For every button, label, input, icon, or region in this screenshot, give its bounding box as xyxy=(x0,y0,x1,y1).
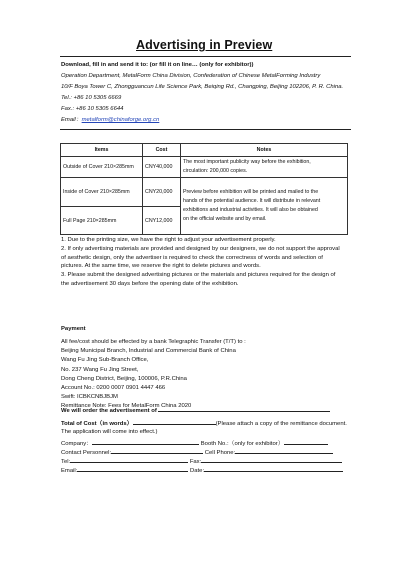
effect-note: The application will come into effect.) xyxy=(61,429,158,435)
fax-line: Fax.: +86 10 5305 6644 xyxy=(61,106,124,112)
term-line: of aesthetic design, only the advertiser is required to check the correctness of words and selection of xyxy=(61,254,323,261)
note-line: The most important publicity way before the exhibition, xyxy=(183,159,311,165)
note-line: circulation: 200,000 copies. xyxy=(183,168,248,174)
term-line: 3. Please submit the designed advertising pictures or the materials and pictures required for the design of xyxy=(61,272,336,279)
term-line: 1. Due to the printing size, we have the right to adjust your advertisement properly. xyxy=(61,237,276,243)
note-line: hands of the potential audience. It will distribute in relevant xyxy=(183,198,321,204)
item-cell: Outside of Cover 210×285mm xyxy=(61,157,143,178)
payment-line: No. 237 Wang Fu Jing Street, xyxy=(61,366,139,373)
organization-line: Operation Department, MetalForm China Division, Confederation of Chinese MetalForming Industry xyxy=(61,73,321,79)
header-items: Items xyxy=(61,144,143,157)
item-cell: Inside of Cover 210×285mm xyxy=(61,178,143,207)
table-row xyxy=(61,178,348,207)
email-label: Email： xyxy=(61,117,82,123)
booth-label: Booth No.:（only for exhibitor） xyxy=(200,441,284,447)
title-divider xyxy=(60,56,351,57)
page-title: Advertising in Preview xyxy=(136,38,273,52)
fax-label: Fax: xyxy=(189,459,202,465)
header-notes: Notes xyxy=(181,144,348,157)
company-label: Company： xyxy=(61,441,93,447)
email-date-row xyxy=(61,465,343,475)
company-field[interactable] xyxy=(92,438,199,445)
cellphone-field[interactable] xyxy=(235,447,333,454)
cost-cell: CNY40,000 xyxy=(143,157,181,178)
notes-cell xyxy=(181,178,348,235)
terms-list xyxy=(61,236,351,289)
header-cost: Cost xyxy=(143,144,181,157)
email-link[interactable]: metalform@chinaforge.org.cn xyxy=(81,117,160,123)
date-label: Date: xyxy=(190,468,205,474)
note-line: on the official website and by email. xyxy=(183,216,267,222)
total-cost-field[interactable] xyxy=(133,418,216,425)
item-cell: Full Page 210×285mm xyxy=(61,207,143,235)
payment-details xyxy=(61,338,301,412)
booth-field[interactable] xyxy=(284,438,328,445)
form-email-field[interactable] xyxy=(77,465,188,472)
contact-label: Contact Personnel: xyxy=(61,450,112,456)
table-header-row xyxy=(61,144,348,157)
total-cost-label: Total of Cost（in words） xyxy=(61,421,133,427)
note-line: Preview before exhibition will be printed and mailed to the xyxy=(183,189,319,195)
payment-heading: Payment xyxy=(61,326,86,332)
order-field[interactable] xyxy=(158,405,330,412)
payment-line: Account No.: 0200 0007 0901 4447 466 xyxy=(61,385,166,392)
table-row xyxy=(61,157,348,178)
telephone-line: Tel.: +86 10 5305 6669 xyxy=(61,95,122,101)
payment-line: Remittance Note: Fees for MetalForm China 2020 xyxy=(61,403,192,410)
payment-line: Beijing Municipal Branch, Industrial and Commercial Bank of China xyxy=(61,348,236,355)
term-line: the advertisement 30 days before the opening date of the exhibition. xyxy=(61,280,239,287)
download-instruction: Download, fill in and send it to: (or fill it on line… (only for exhibitor)) xyxy=(61,62,254,68)
payment-line: Dong Cheng District, Beijing, 100006, P.R.China xyxy=(61,375,187,382)
form-email-label: Email: xyxy=(61,468,78,474)
email-line xyxy=(61,117,159,124)
intro-divider xyxy=(60,129,351,130)
address-line: 10/F Boya Tower C, Zhongguancun Life Science Park, Beiqing Rd., Changping, Beijing 102206, P. R. China. xyxy=(61,84,344,90)
cost-cell: CNY12,000 xyxy=(143,207,181,235)
date-field[interactable] xyxy=(204,465,343,472)
note-line: exhibitions and industrial activities. It will also be obtained xyxy=(183,207,318,213)
payment-line: All fee/cost should be effected by a bank Telegraphic Transfer (T/T) to : xyxy=(61,339,246,345)
tel-label: Tel: xyxy=(61,459,71,465)
cost-cell: CNY20,000 xyxy=(143,178,181,207)
payment-line: Swift: ICBKCNBJBJM xyxy=(61,394,118,401)
contact-field[interactable] xyxy=(111,447,203,454)
total-cost-row xyxy=(61,418,347,428)
order-row xyxy=(61,405,330,415)
order-label: We will order the advertisement of xyxy=(61,408,157,414)
term-line: pictures. At the same time, we reserve the right to delete pictures and words. xyxy=(61,263,261,270)
remittance-note: (Please attach a copy of the remittance document. xyxy=(215,421,347,427)
cellphone-label: Cell Phone: xyxy=(204,450,236,456)
payment-line: Wang Fu Jing Sub-Branch Office, xyxy=(61,357,149,364)
notes-cell xyxy=(181,157,348,178)
advertising-options-table xyxy=(60,143,348,235)
term-line: 2. If only advertising materials are provided and designed by our designers, we do not support the approval xyxy=(61,245,340,252)
tel-field[interactable] xyxy=(70,456,188,463)
fax-field[interactable] xyxy=(201,456,342,463)
